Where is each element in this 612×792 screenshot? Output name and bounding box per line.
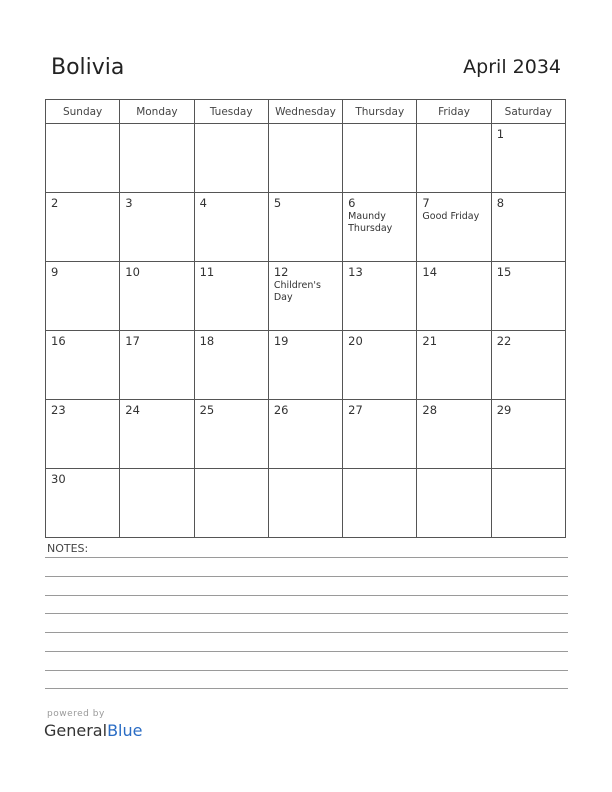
calendar-grid	[45, 99, 566, 538]
day-cell	[194, 262, 268, 331]
day-cell	[120, 331, 194, 400]
day-cell	[343, 400, 417, 469]
day-number: 12	[273, 265, 289, 279]
day-cell	[268, 331, 342, 400]
day-number: 2	[51, 196, 59, 210]
weekday-header-friday: Friday	[417, 100, 491, 124]
day-cell	[268, 469, 342, 538]
day-cell	[491, 262, 565, 331]
day-cell	[417, 400, 491, 469]
holiday-label: Good Friday	[422, 211, 480, 222]
weekday-header-thursday: Thursday	[343, 100, 417, 124]
day-cell	[194, 469, 268, 538]
day-number: 9	[51, 265, 59, 279]
week-row	[46, 331, 566, 400]
day-cell	[120, 193, 194, 262]
weekday-header-monday: Monday	[120, 100, 194, 124]
day-number: 7	[422, 196, 430, 210]
week-row	[46, 469, 566, 538]
day-number: 21	[422, 334, 438, 348]
note-line	[45, 688, 568, 689]
day-number: 26	[273, 403, 289, 417]
day-number: 28	[422, 403, 438, 417]
note-line	[45, 576, 568, 577]
day-cell	[46, 124, 120, 193]
day-number: 22	[496, 334, 512, 348]
day-number: 27	[348, 403, 363, 417]
day-cell	[343, 262, 417, 331]
day-cell	[46, 469, 120, 538]
day-cell	[194, 193, 268, 262]
day-number: 25	[199, 403, 215, 417]
day-number: 3	[125, 196, 133, 210]
day-number: 15	[496, 265, 512, 279]
day-cell	[491, 331, 565, 400]
day-number: 4	[199, 196, 207, 210]
day-cell	[491, 400, 565, 469]
day-cell	[417, 262, 491, 331]
day-number: 1	[496, 127, 505, 141]
day-number: 11	[199, 265, 215, 279]
week-row	[46, 400, 566, 469]
note-line	[45, 651, 568, 652]
day-cell	[417, 331, 491, 400]
weekday-header-sunday: Sunday	[46, 100, 120, 124]
day-number: 16	[51, 334, 66, 348]
day-cell	[194, 331, 268, 400]
day-cell	[268, 262, 342, 331]
day-number: 6	[348, 196, 356, 210]
day-number: 29	[496, 403, 512, 417]
day-cell	[491, 469, 565, 538]
note-line	[45, 613, 568, 614]
day-cell	[46, 400, 120, 469]
day-number: 17	[125, 334, 140, 348]
day-number: 20	[348, 334, 363, 348]
day-number: 13	[348, 265, 363, 279]
country-title: Bolivia	[51, 55, 125, 80]
day-cell	[120, 124, 194, 193]
day-number: 19	[273, 334, 289, 348]
day-cell	[46, 193, 120, 262]
day-cell	[491, 193, 565, 262]
weekday-header-saturday: Saturday	[491, 100, 565, 124]
day-number: 5	[273, 196, 282, 210]
day-number: 18	[199, 334, 215, 348]
day-number: 8	[496, 196, 505, 210]
day-cell	[343, 469, 417, 538]
day-cell	[343, 193, 417, 262]
day-cell	[417, 124, 491, 193]
day-cell	[194, 400, 268, 469]
notes-label: NOTES:	[47, 542, 89, 555]
day-cell	[268, 193, 342, 262]
day-cell	[268, 400, 342, 469]
day-cell	[120, 262, 194, 331]
day-number: 30	[51, 472, 66, 486]
day-cell	[120, 469, 194, 538]
day-cell	[343, 124, 417, 193]
day-cell	[46, 262, 120, 331]
day-cell	[120, 400, 194, 469]
note-line	[45, 632, 568, 633]
day-cell	[46, 331, 120, 400]
powered-by-text: powered by	[47, 709, 105, 719]
holiday-label: Maundy Thursday	[348, 211, 393, 234]
day-number: 24	[125, 403, 140, 417]
day-cell	[417, 469, 491, 538]
brand-logo	[44, 721, 142, 740]
month-year-title: April 2034	[463, 56, 561, 78]
day-cell	[491, 124, 565, 193]
day-cell	[343, 331, 417, 400]
weekday-header-wednesday: Wednesday	[268, 100, 342, 124]
brand-general-text: General	[44, 721, 108, 740]
weekday-header-tuesday: Tuesday	[194, 100, 268, 124]
day-number: 10	[125, 265, 140, 279]
note-line	[45, 670, 568, 671]
day-cell	[268, 124, 342, 193]
day-number: 14	[422, 265, 438, 279]
week-row	[46, 124, 566, 193]
weekday-header-row	[46, 100, 566, 124]
day-cell	[194, 124, 268, 193]
note-line	[45, 557, 568, 558]
day-number: 23	[51, 403, 66, 417]
week-row	[46, 193, 566, 262]
holiday-label: Children's Day	[273, 280, 321, 303]
week-row	[46, 262, 566, 331]
brand-blue-text: Blue	[107, 721, 143, 740]
day-cell	[417, 193, 491, 262]
note-line	[45, 595, 568, 596]
